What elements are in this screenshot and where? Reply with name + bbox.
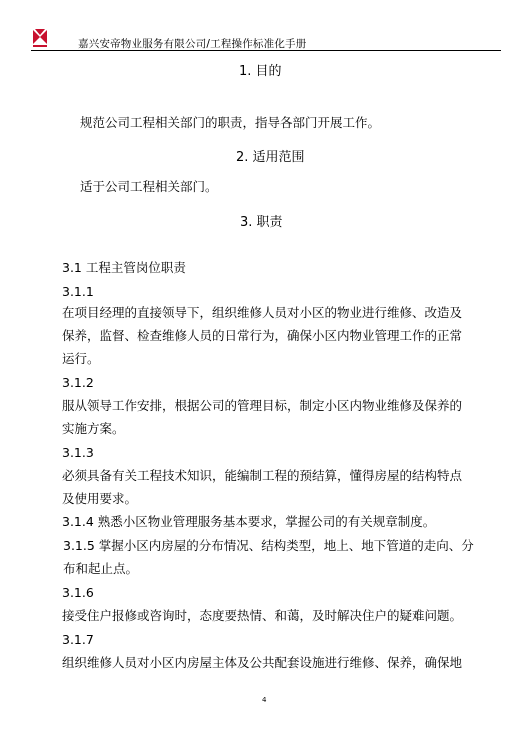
- section-2-body: 适于公司工程相关部门。: [80, 179, 218, 194]
- section-2-heading: 2. 适用范围: [236, 150, 305, 165]
- company-logo-icon: [32, 28, 48, 48]
- item-line: 必须具备有关工程技术知识，能编制工程的预结算，懂得房屋的结构特点: [62, 468, 463, 483]
- item-line: 服从领导工作安排，根据公司的管理目标，制定小区内物业维修及保养的: [62, 398, 463, 413]
- subsection-3-1-title: 3.1 工程主管岗位职责: [62, 260, 186, 275]
- item-number: 3.1.6: [62, 585, 94, 600]
- section-1-body: 规范公司工程相关部门的职责，指导各部门开展工作。: [80, 115, 381, 130]
- item-line: 组织维修人员对小区内房屋主体及公共配套设施进行维修、保养，确保地: [62, 655, 463, 670]
- item-line: 布和起止点。: [63, 561, 139, 576]
- item-number: 3.1.7: [62, 632, 94, 647]
- section-3-heading: 3. 职责: [240, 215, 283, 230]
- item-line: 3.1.5 掌握小区内房屋的分布情况、结构类型，地上、地下管道的走向、分: [63, 538, 474, 553]
- item-line: 运行。: [62, 351, 100, 366]
- item-line: 实施方案。: [62, 421, 125, 436]
- page-header: [31, 28, 501, 51]
- item-line: 接受住户报修或咨询时，态度要热情、和蔼，及时解决住户的疑难问题。: [62, 608, 463, 623]
- item-number: 3.1.3: [62, 445, 94, 460]
- item-number: 3.1.1: [62, 284, 94, 299]
- item-line: 及使用要求。: [62, 491, 138, 506]
- item-line: 保养，监督、检查维修人员的日常行为，确保小区内物业管理工作的正常: [62, 328, 463, 343]
- section-1-heading: 1. 目的: [239, 64, 282, 79]
- header-title: 嘉兴安帝物业服务有限公司/工程操作标准化手册: [78, 38, 307, 50]
- page-number: 4: [262, 696, 267, 704]
- item-number: 3.1.2: [62, 375, 94, 390]
- item-line: 在项目经理的直接领导下，组织维修人员对小区的物业进行维修、改造及: [62, 305, 463, 320]
- item-line: 3.1.4 熟悉小区物业管理服务基本要求，掌握公司的有关规章制度。: [62, 514, 436, 529]
